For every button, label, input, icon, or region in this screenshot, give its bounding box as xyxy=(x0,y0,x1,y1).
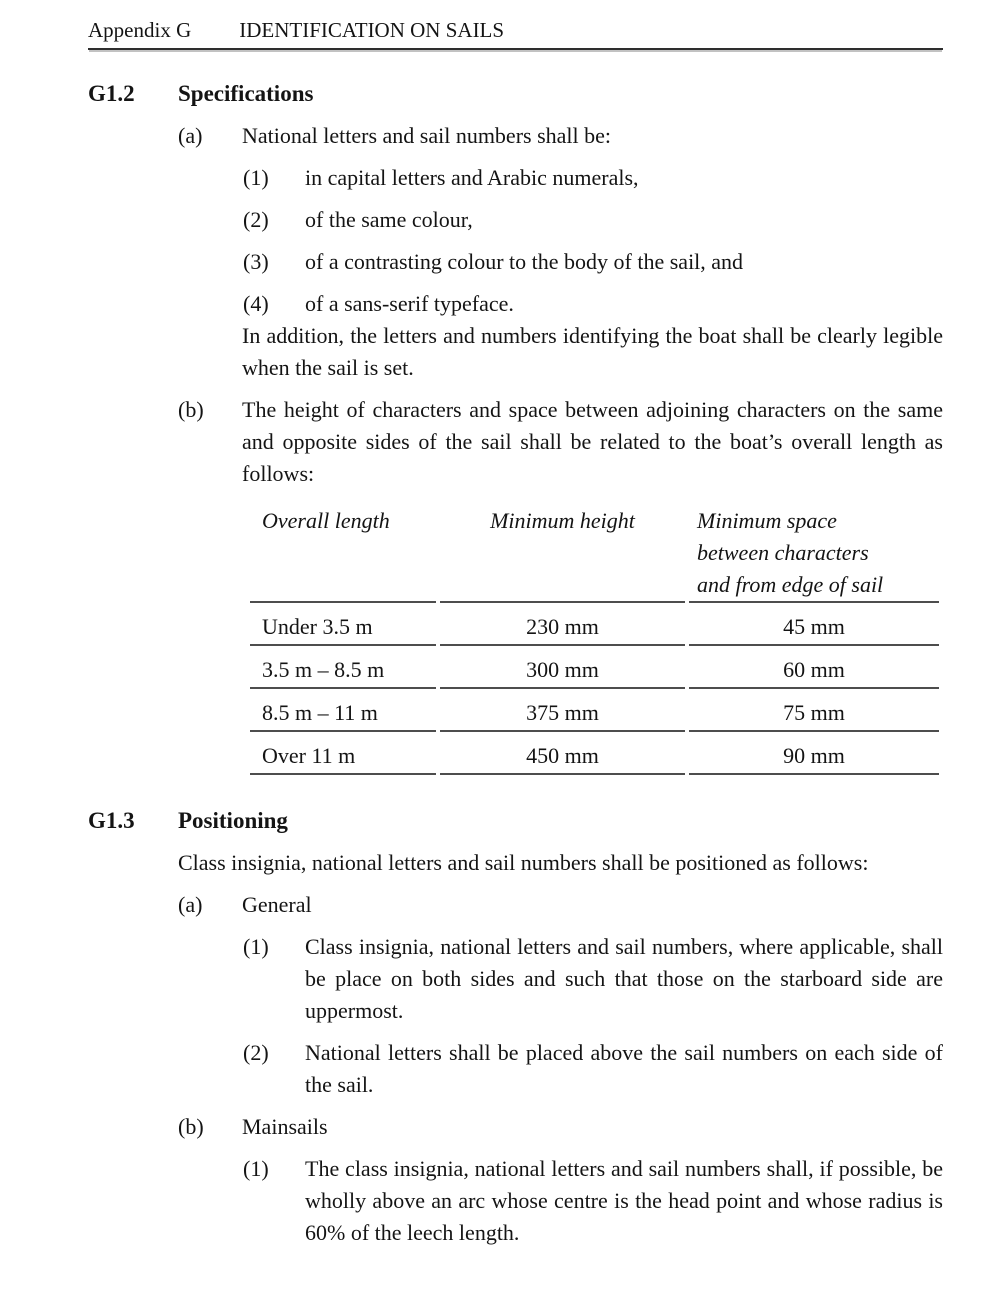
cell-overall-length: Over 11 m xyxy=(250,732,436,775)
table-row xyxy=(250,689,939,732)
cell-minimum-space: 90 mm xyxy=(689,732,939,775)
item-label: (a) xyxy=(178,123,203,148)
item-body xyxy=(242,120,943,384)
item-title: General xyxy=(242,892,312,917)
doc-title: IDENTIFICATION ON SAILS xyxy=(239,18,505,42)
item-title: Mainsails xyxy=(242,1114,328,1139)
table-row xyxy=(250,603,939,646)
sub-item-1 xyxy=(243,1153,943,1249)
item-g12-a xyxy=(178,120,943,384)
section-body-g13 xyxy=(178,847,943,1249)
sub-item-label: (2) xyxy=(243,207,269,232)
sub-item-text: Class insignia, national letters and sail numbers, where applicable, shall be place on both sides and such that those on the starboard side are uppermost. xyxy=(305,934,943,1023)
section-title: Specifications xyxy=(178,81,314,106)
sub-item-text: in capital letters and Arabic numerals, xyxy=(305,165,639,190)
item-text: The height of characters and space between adjoining characters on the same and opposite sides of the sail shall be related to the boat’s overall length as follows: xyxy=(242,397,943,486)
sub-item-text: National letters shall be placed above the sail numbers on each side of the sail. xyxy=(305,1040,943,1097)
item-body xyxy=(242,394,943,775)
appendix-label: Appendix G xyxy=(88,18,192,42)
section-heading-g13 xyxy=(88,805,943,837)
specifications-table xyxy=(246,505,943,775)
item-g13-a xyxy=(178,889,943,1101)
positioning-intro: Class insignia, national letters and sail numbers shall be positioned as follows: xyxy=(178,850,869,875)
table-header-row xyxy=(250,505,939,603)
sub-item-text: The class insignia, national letters and sail numbers shall, if possible, be wholly above an arc whose centre is the head point and whose radius is 60% of the leech length. xyxy=(305,1156,943,1245)
col-header-minimum-height: Minimum height xyxy=(440,505,685,603)
sub-item-1 xyxy=(243,931,943,1027)
sub-item-1 xyxy=(243,162,943,194)
section-number: G1.2 xyxy=(88,81,135,106)
table-row xyxy=(250,732,939,775)
sub-item-label: (1) xyxy=(243,934,269,959)
col-header-overall-length: Overall length xyxy=(250,505,436,603)
item-label: (b) xyxy=(178,397,204,422)
sub-item-label: (2) xyxy=(243,1040,269,1065)
table-row xyxy=(250,646,939,689)
item-label: (b) xyxy=(178,1114,204,1139)
cell-minimum-space: 75 mm xyxy=(689,689,939,732)
item-label: (a) xyxy=(178,892,203,917)
section-body-g12 xyxy=(178,120,943,775)
sub-item-label: (1) xyxy=(243,165,269,190)
item-body xyxy=(242,1111,943,1249)
item-g12-b xyxy=(178,394,943,775)
addition-paragraph: In addition, the letters and numbers identifying the boat shall be clearly legible when the sail is set. xyxy=(242,323,943,380)
cell-minimum-height: 300 mm xyxy=(440,646,685,689)
sub-item-text: of a sans-serif typeface. xyxy=(305,291,514,316)
section-heading-g12 xyxy=(88,78,943,110)
sub-item-label: (1) xyxy=(243,1156,269,1181)
cell-minimum-height: 375 mm xyxy=(440,689,685,732)
sub-item-label: (4) xyxy=(243,291,269,316)
sub-item-4 xyxy=(243,288,943,320)
section-number: G1.3 xyxy=(88,808,135,833)
col-header-minimum-space: Minimum space between characters and from edge of sail xyxy=(689,505,939,603)
item-text: National letters and sail numbers shall be: xyxy=(242,123,612,148)
sub-item-text: of a contrasting colour to the body of the sail, and xyxy=(305,249,744,274)
cell-minimum-height: 230 mm xyxy=(440,603,685,646)
cell-minimum-space: 45 mm xyxy=(689,603,939,646)
sub-item-2 xyxy=(243,1037,943,1101)
cell-minimum-height: 450 mm xyxy=(440,732,685,775)
sub-item-text: of the same colour, xyxy=(305,207,473,232)
item-body xyxy=(242,889,943,1101)
sub-item-3 xyxy=(243,246,943,278)
sub-item-label: (3) xyxy=(243,249,269,274)
cell-overall-length: 8.5 m – 11 m xyxy=(250,689,436,732)
section-title: Positioning xyxy=(178,808,288,833)
cell-minimum-space: 60 mm xyxy=(689,646,939,689)
cell-overall-length: Under 3.5 m xyxy=(250,603,436,646)
doc-header xyxy=(88,17,943,50)
cell-overall-length: 3.5 m – 8.5 m xyxy=(250,646,436,689)
sub-item-2 xyxy=(243,204,943,236)
item-g13-b xyxy=(178,1111,943,1249)
